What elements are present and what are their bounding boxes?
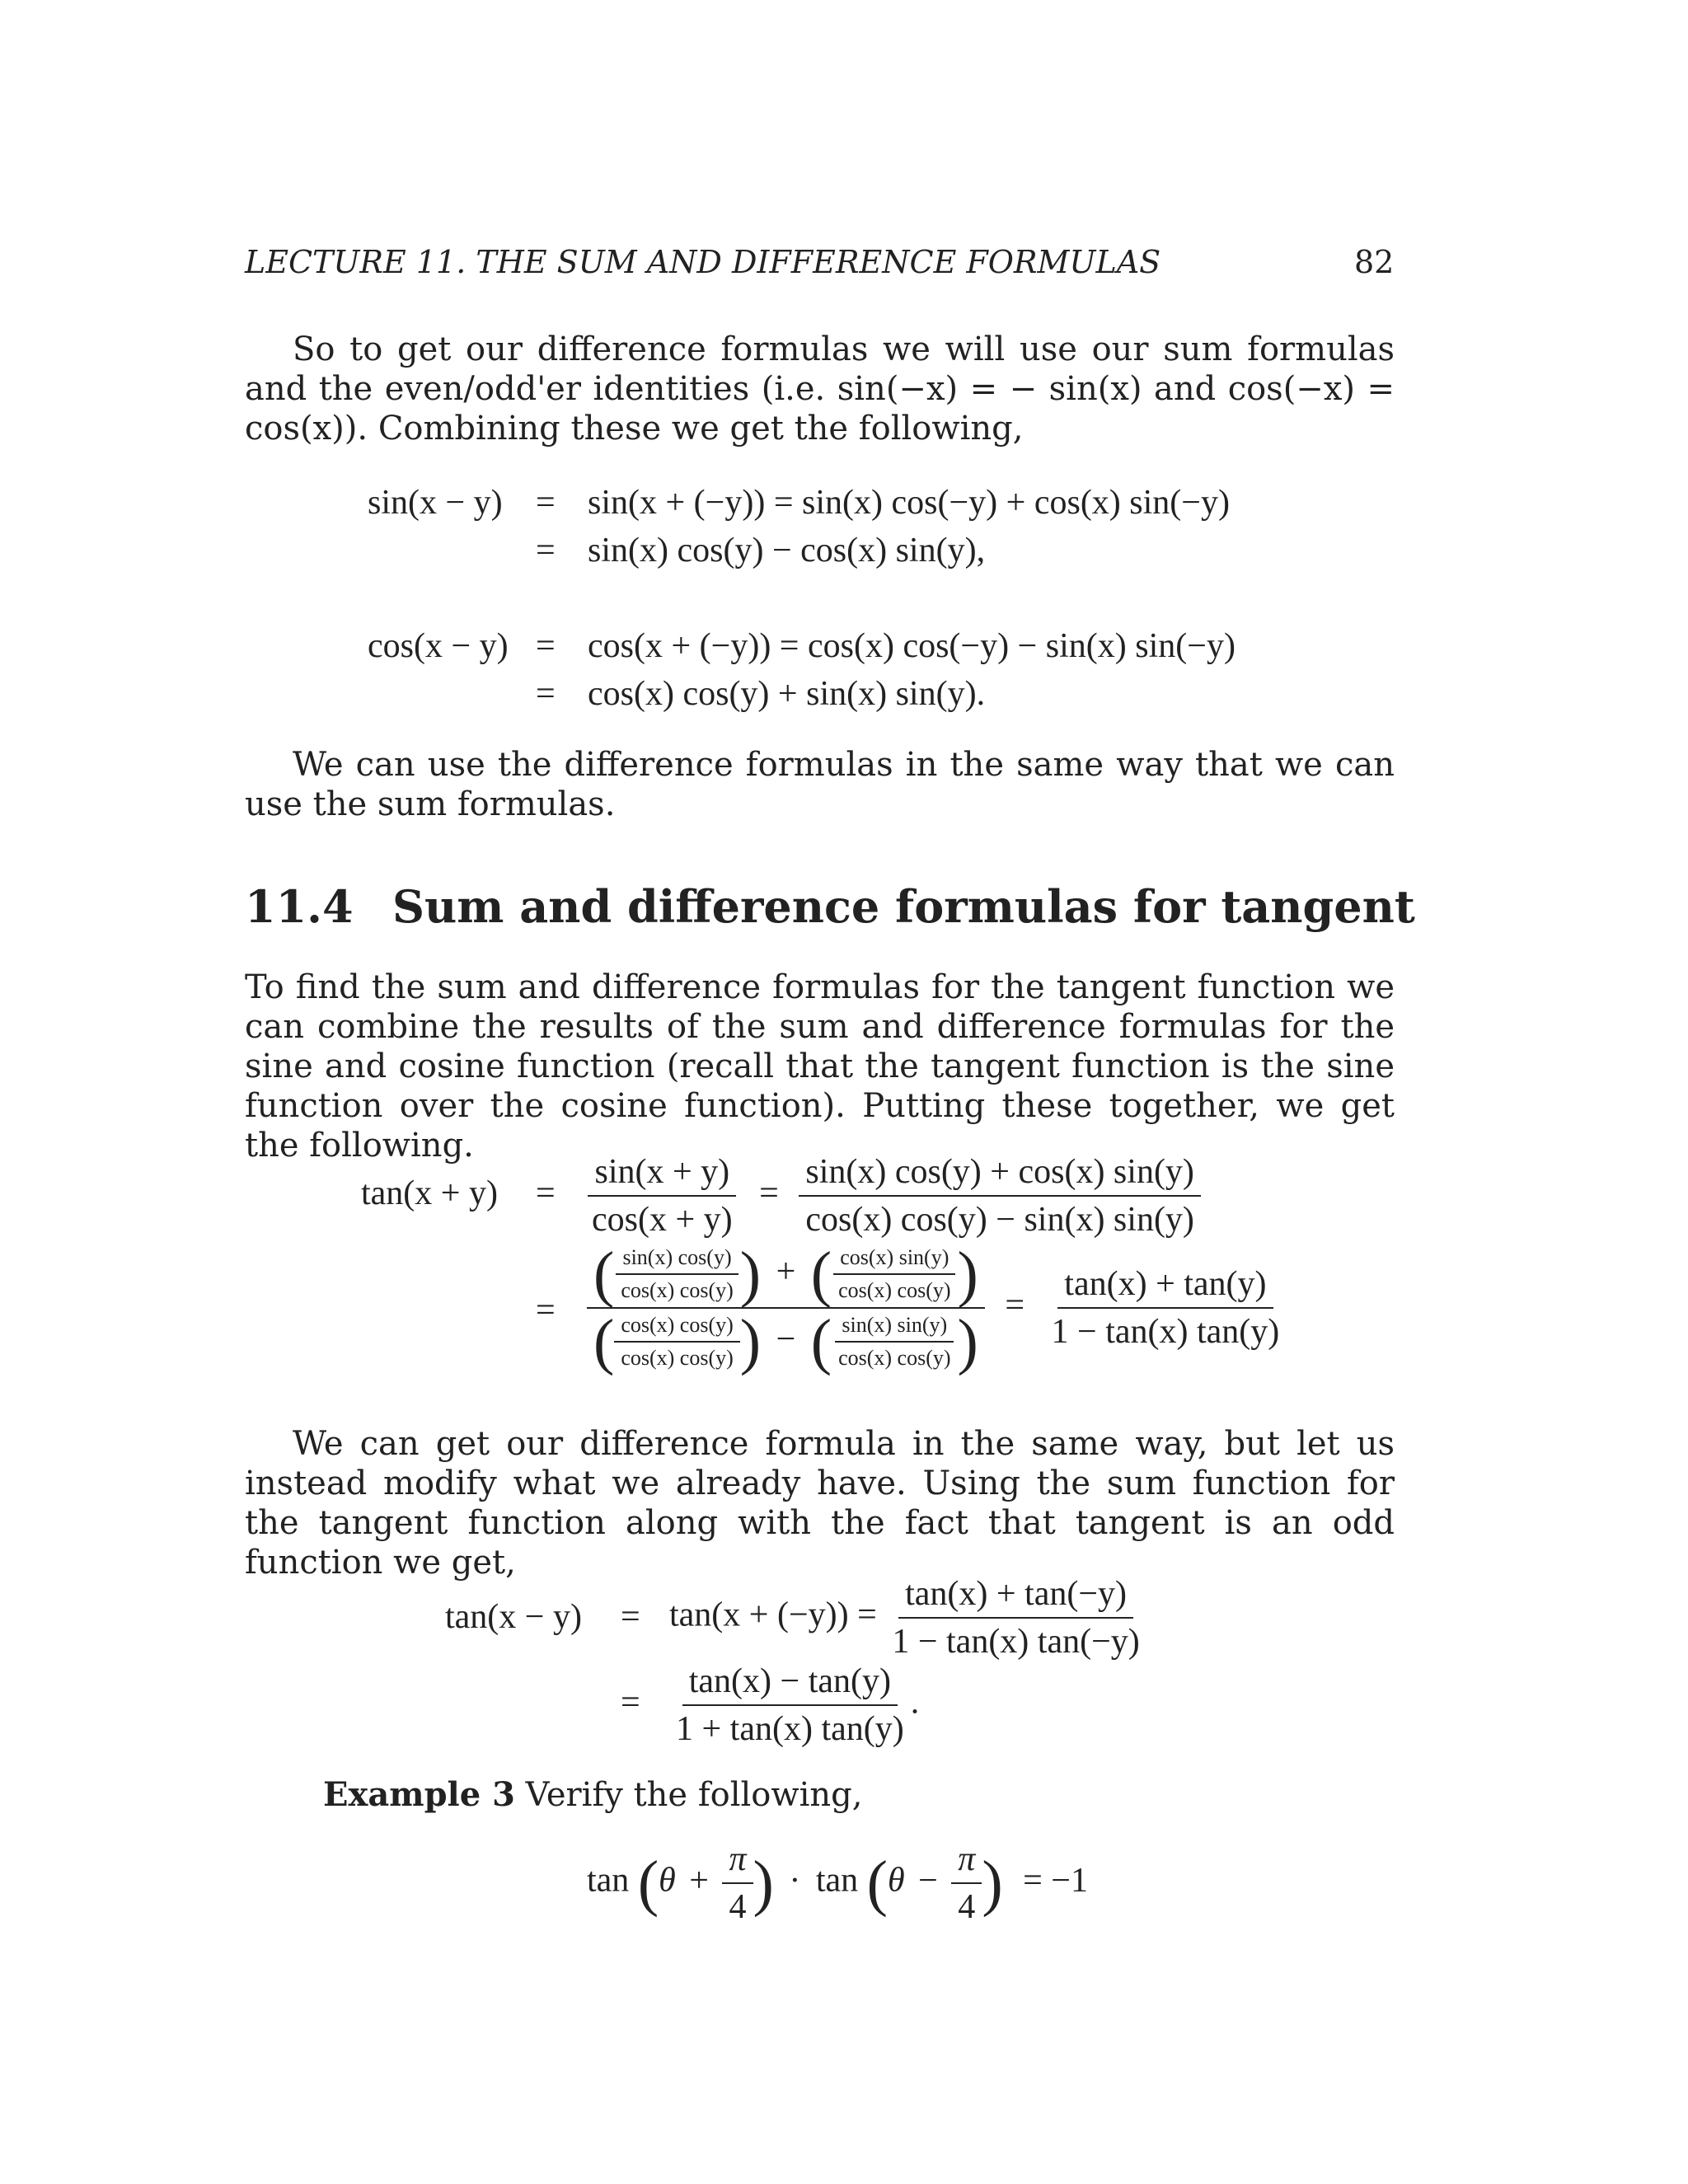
fraction-expanded: $\frac{\sin(x) \cos(y) + \cos(x) \sin(y)}{\cos(x) \cos(y) - \sin(x) \sin(y)}$ xyxy=(799,1152,1201,1240)
fraction-tan-diff-step: $\frac{\tan(x) + \tan(-y)}{1 - \tan(x) \tan(-y)}$ xyxy=(892,1575,1140,1661)
example-heading xyxy=(323,1775,862,1815)
equals-sign: = xyxy=(536,484,556,522)
running-header: LECTURE 11. THE SUM AND DIFFERENCE FORMULAS xyxy=(245,244,1161,280)
equals-sign: = xyxy=(536,675,556,713)
sin-diff-line2: sin(x) cos(y) − cos(x) sin(y), xyxy=(588,532,986,569)
tan-diff-first-line: tan(x + (−y)) = $\frac{\tan(x) + \tan(-y)}{1 - \tan(x) \tan(-y)}$ xyxy=(669,1574,1146,1661)
equals-sign: = xyxy=(536,532,556,569)
equals-sign: = xyxy=(536,627,556,665)
fraction-pi-over-4: $\frac{\pi}{4}$ xyxy=(722,1840,753,1927)
equals-sign: = xyxy=(621,1684,640,1722)
cos-diff-line1: cos(x + (−y)) = cos(x) cos(−y) − sin(x) sin(−y) xyxy=(588,627,1236,665)
equals-sign: = xyxy=(536,1174,556,1212)
intro-paragraph: So to get our difference formulas we will use our sum formulas and the even/odd'er identities (i.e. sin(−x) = − sin(x) and cos(−x) = cos(x)). Combining these we get the following, xyxy=(245,330,1395,448)
example-label: Example 3 xyxy=(323,1775,515,1814)
fraction-tan-diff-result: $\frac{\tan(x) - \tan(y)}{1 + \tan(x) \tan(y)}$ xyxy=(676,1662,904,1748)
tan-diff-second-line: $\frac{\tan(x) - \tan(y)}{1 + \tan(x) \tan(y)}$ . xyxy=(669,1661,919,1749)
fraction-tan-sum-result: $\frac{\tan(x) + \tan(y)}{1 - \tan(x) \tan(y)}$ xyxy=(1051,1265,1280,1351)
tan-sum-second-line xyxy=(587,1240,1286,1376)
fraction-pi-over-4: $\frac{\pi}{4}$ xyxy=(951,1840,982,1927)
cos-diff-line2: cos(x) cos(y) + sin(x) sin(y). xyxy=(588,675,986,713)
tan-diff-paragraph: We can get our difference formula in the same way, but let us instead modify what we already have. Using the sum function for the tangent function along with the fact that tangent is an odd function we get, xyxy=(245,1425,1395,1582)
equals-sign: = xyxy=(621,1598,640,1636)
fraction-sin-over-cos: $\frac{\sin(x + y)}{\cos(x + y)}$ xyxy=(585,1152,739,1240)
tan-sum-lhs: tan(x + y) xyxy=(361,1174,498,1212)
sin-diff-line1: sin(x + (−y)) = sin(x) cos(−y) + cos(x) sin(−y) xyxy=(588,484,1230,522)
cos-diff-lhs: cos(x − y) xyxy=(368,627,509,665)
sin-diff-lhs: sin(x − y) xyxy=(368,484,503,522)
compound-fraction: ( $\frac{\sin(x) \cos(y)}{\cos(x) \cos(y)}$ ) + ( $\frac{\cos(x) \sin(y)}{\cos(x) \cos(y)}$ ) ( $\frac{\cos(x) \cos(y)}{\cos(x) \cos(y)}$ ) − ( $\frac{\sin(x) \sin(y)}{\cos(x) \cos(y)}$ ) xyxy=(587,1243,985,1373)
section-title: Sum and difference formulas for tangent xyxy=(392,880,1415,933)
example-text: Verify the following, xyxy=(525,1776,863,1814)
equals-sign: = xyxy=(759,1174,779,1212)
equals-sign: = xyxy=(536,1291,556,1329)
tan-diff-lhs: tan(x − y) xyxy=(445,1598,582,1636)
tangent-intro-paragraph: To find the sum and difference formulas for the tangent function we can combine the results of the sum and difference formulas for the sine and cosine function (recall that the tangent function is the sine function over the cosine function). Putting these together, we get the following. xyxy=(245,968,1395,1165)
equals-sign: = xyxy=(1005,1286,1025,1324)
section-number: 11.4 xyxy=(245,880,354,933)
example-equation: tan (θ + $\frac{\pi}{4}$ ) · tan (θ − $\frac{\pi}{4}$ ) = −1 xyxy=(587,1840,1088,1926)
difference-usage-paragraph: We can use the difference formulas in the same way that we can use the sum formulas. xyxy=(245,746,1395,823)
tan-sum-first-line xyxy=(585,1152,1201,1240)
page-number: 82 xyxy=(1354,244,1395,280)
